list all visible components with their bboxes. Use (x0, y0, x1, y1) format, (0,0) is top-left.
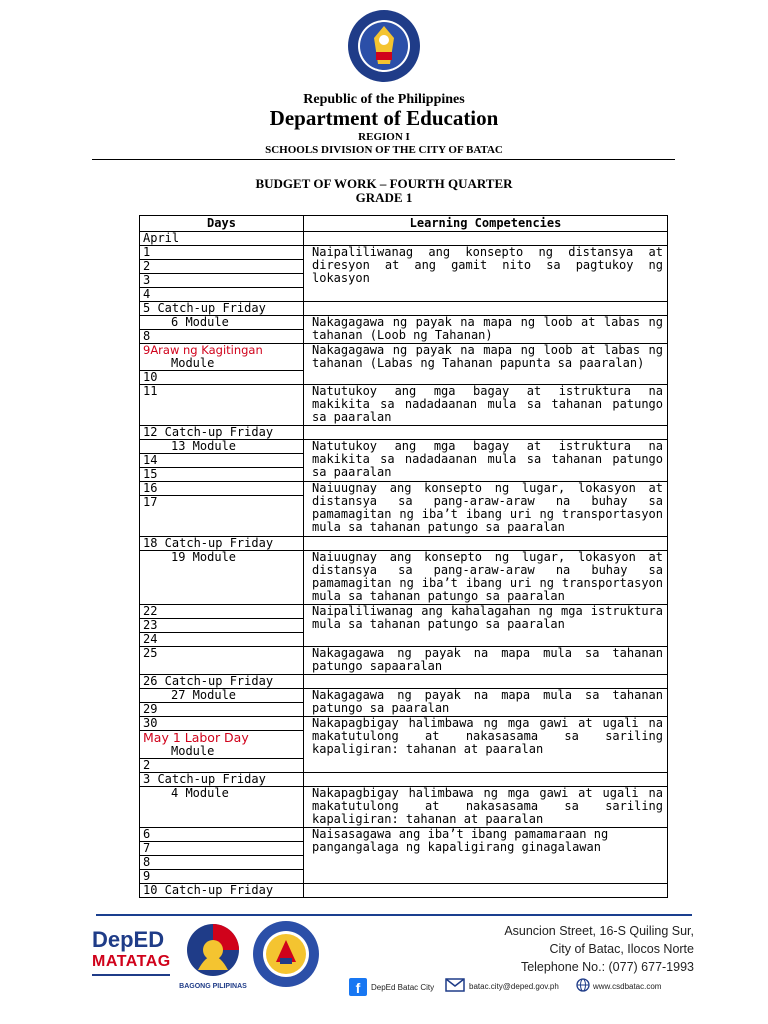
days-header: Days (140, 216, 304, 232)
day-cell: 5 Catch-up Friday (140, 302, 304, 316)
table-row (140, 232, 668, 246)
deped-seal-logo (346, 8, 422, 84)
table-row (140, 675, 668, 689)
competency-cell: Naipaliliwanag ang kahalagahan ng mga istruktura mula sa tahanan patungo sa paaralan (304, 605, 668, 647)
table-row (140, 426, 668, 440)
table-row (140, 302, 668, 316)
day-cell: 3 (140, 274, 304, 288)
day-label: 19 Module (171, 550, 237, 564)
day-cell: 7 (140, 842, 304, 856)
budget-of-work-table (139, 215, 668, 898)
facebook-contact[interactable] (349, 978, 434, 996)
website-contact[interactable] (576, 978, 661, 994)
competency-cell: Nakagagawa ng payak na mapa ng loob at labas ng tahanan (Loob ng Tahanan) (304, 316, 668, 344)
day-cell: 29 (140, 703, 304, 717)
competency-cell: Nakapagbigay halimbawa ng mga gawi at ugali na makatutulong at nakasasama sa sariling kapaligiran: tahanan at paaralan (304, 717, 668, 773)
table-row (140, 440, 668, 454)
day-cell (140, 731, 304, 759)
sdo-batac-seal-logo (252, 920, 320, 988)
competency-cell: Nakapagbigay halimbawa ng mga gawi at ugali na makatutulong at nakasasama sa sariling kapaligiran: tahanan at paaralan (304, 787, 668, 828)
day-label: 6 Module (171, 315, 229, 329)
division-label: SCHOOLS DIVISION OF THE CITY OF BATAC (265, 144, 503, 156)
day-cell: 26 Catch-up Friday (140, 675, 304, 689)
bagong-pilipinas-emblem-icon (178, 922, 248, 978)
globe-icon (576, 978, 590, 994)
competency-cell (304, 302, 668, 316)
document-title: BUDGET OF WORK – FOURTH QUARTER (255, 176, 513, 191)
grade-label: GRADE 1 (355, 190, 413, 205)
telephone-line: Telephone No.: (077) 677-1993 (520, 960, 694, 974)
table-row (140, 647, 668, 675)
table-row (140, 551, 668, 605)
competency-cell (304, 773, 668, 787)
address-line-1: Asuncion Street, 16-S Quiling Sur, (504, 924, 694, 938)
day-cell: 14 (140, 454, 304, 468)
competency-cell: Naiuugnay ang konsepto ng lugar, lokasyon at distansya sa pang-araw-araw na buhay sa pamamagitan ng iba’t ibang uri ng transportasyon mula sa tahanan patungo sa paaralan (304, 482, 668, 537)
bagong-pilipinas-label: BAGONG PILIPINAS (179, 983, 247, 990)
republic-label: Republic of the Philippines (303, 92, 465, 107)
table-row (140, 773, 668, 787)
day-cell: 1 (140, 246, 304, 260)
deped-logo-text: DepED (92, 927, 165, 952)
day-cell: 10 (140, 371, 304, 385)
competency-cell: Nakagagawa ng payak na mapa mula sa tahanan patungo sa paaralan (304, 689, 668, 717)
competency-cell (304, 426, 668, 440)
table-row (140, 717, 668, 731)
day-cell: 8 (140, 330, 304, 344)
holiday-label: 9Araw ng Kagitingan (143, 343, 263, 357)
region-label: REGION I (358, 131, 410, 143)
day-label: Module (171, 356, 215, 370)
day-label: 27 Module (171, 688, 237, 702)
day-cell: 17 (140, 496, 304, 537)
day-cell: 30 (140, 717, 304, 731)
day-cell: 4 (140, 288, 304, 302)
competency-cell: Naisasagawa ang iba’t ibang pamamaraan ng pangangalaga ng kapaligirang ginagalawan (304, 828, 668, 884)
email-contact[interactable] (445, 978, 559, 994)
table-row (140, 605, 668, 619)
day-cell (140, 551, 304, 605)
day-cell (140, 344, 304, 371)
day-label: Module (171, 744, 215, 758)
table-row (140, 787, 668, 828)
competency-cell (304, 675, 668, 689)
day-cell: 3 Catch-up Friday (140, 773, 304, 787)
header-divider (92, 159, 675, 160)
day-cell: 24 (140, 633, 304, 647)
day-cell: 18 Catch-up Friday (140, 537, 304, 551)
table-row (140, 385, 668, 426)
bagong-pilipinas-logo (178, 922, 248, 988)
competency-cell (304, 884, 668, 898)
holiday-label: May 1 Labor Day (143, 730, 249, 745)
competency-cell: Naiuugnay ang konsepto ng lugar, lokasyon at distansya sa pang-araw-araw na buhay sa pamamagitan ng iba’t ibang uri ng transportasyon mula sa tahanan patungo sa paaralan (304, 551, 668, 605)
address-line-2: City of Batac, Ilocos Norte (549, 942, 694, 956)
table-row (140, 537, 668, 551)
day-label: 13 Module (171, 439, 237, 453)
deped-matatag-logo (92, 928, 174, 988)
table-row (140, 316, 668, 330)
table-row (140, 689, 668, 703)
table-row (140, 884, 668, 898)
table-header-row (140, 216, 668, 232)
day-label: 4 Module (171, 786, 229, 800)
email-icon (445, 978, 465, 994)
competency-cell (304, 232, 668, 246)
email-label: batac.city@deped.gov.ph (469, 981, 559, 991)
facebook-icon: f (349, 978, 367, 996)
day-cell: 6 (140, 828, 304, 842)
day-cell (140, 316, 304, 330)
table-row (140, 828, 668, 842)
competencies-header: Learning Competencies (304, 216, 668, 232)
competency-cell: Natutukoy ang mga bagay at istruktura na makikita sa nadadaanan mula sa tahanan patungo sa paaralan (304, 440, 668, 482)
day-cell: 2 (140, 759, 304, 773)
competency-cell: Nakagagawa ng payak na mapa mula sa tahanan patungo sapaaralan (304, 647, 668, 675)
day-cell: 11 (140, 385, 304, 426)
matatag-underline (92, 974, 170, 976)
footer-divider (96, 914, 692, 916)
day-cell: 22 (140, 605, 304, 619)
table-row (140, 246, 668, 260)
website-label: www.csdbatac.com (593, 981, 662, 991)
facebook-label: DepEd Batac City (371, 982, 435, 992)
day-cell: April (140, 232, 304, 246)
day-cell: 15 (140, 468, 304, 482)
day-cell (140, 689, 304, 703)
day-cell: 12 Catch-up Friday (140, 426, 304, 440)
matatag-logo-text: MATATAG (92, 953, 171, 970)
competency-cell (304, 537, 668, 551)
day-cell: 16 (140, 482, 304, 496)
day-cell (140, 440, 304, 454)
competency-cell: Natutukoy ang mga bagay at istruktura na makikita sa nadadaanan mula sa tahanan patungo sa paaralan (304, 385, 668, 426)
day-cell: 25 (140, 647, 304, 675)
day-cell: 10 Catch-up Friday (140, 884, 304, 898)
department-title: Department of Education (269, 106, 499, 130)
day-cell: 2 (140, 260, 304, 274)
table-row (140, 482, 668, 496)
competency-cell: Nakagagawa ng payak na mapa ng loob at labas ng tahanan (Labas ng Tahanan papunta sa paaralan) (304, 344, 668, 385)
day-cell: 8 (140, 856, 304, 870)
day-cell: 23 (140, 619, 304, 633)
competency-cell: Naipaliliwanag ang konsepto ng distansya at diresyon at ang gamit nito sa pagtukoy ng lokasyon (304, 246, 668, 302)
day-cell: 9 (140, 870, 304, 884)
table-row (140, 344, 668, 371)
day-cell (140, 787, 304, 828)
